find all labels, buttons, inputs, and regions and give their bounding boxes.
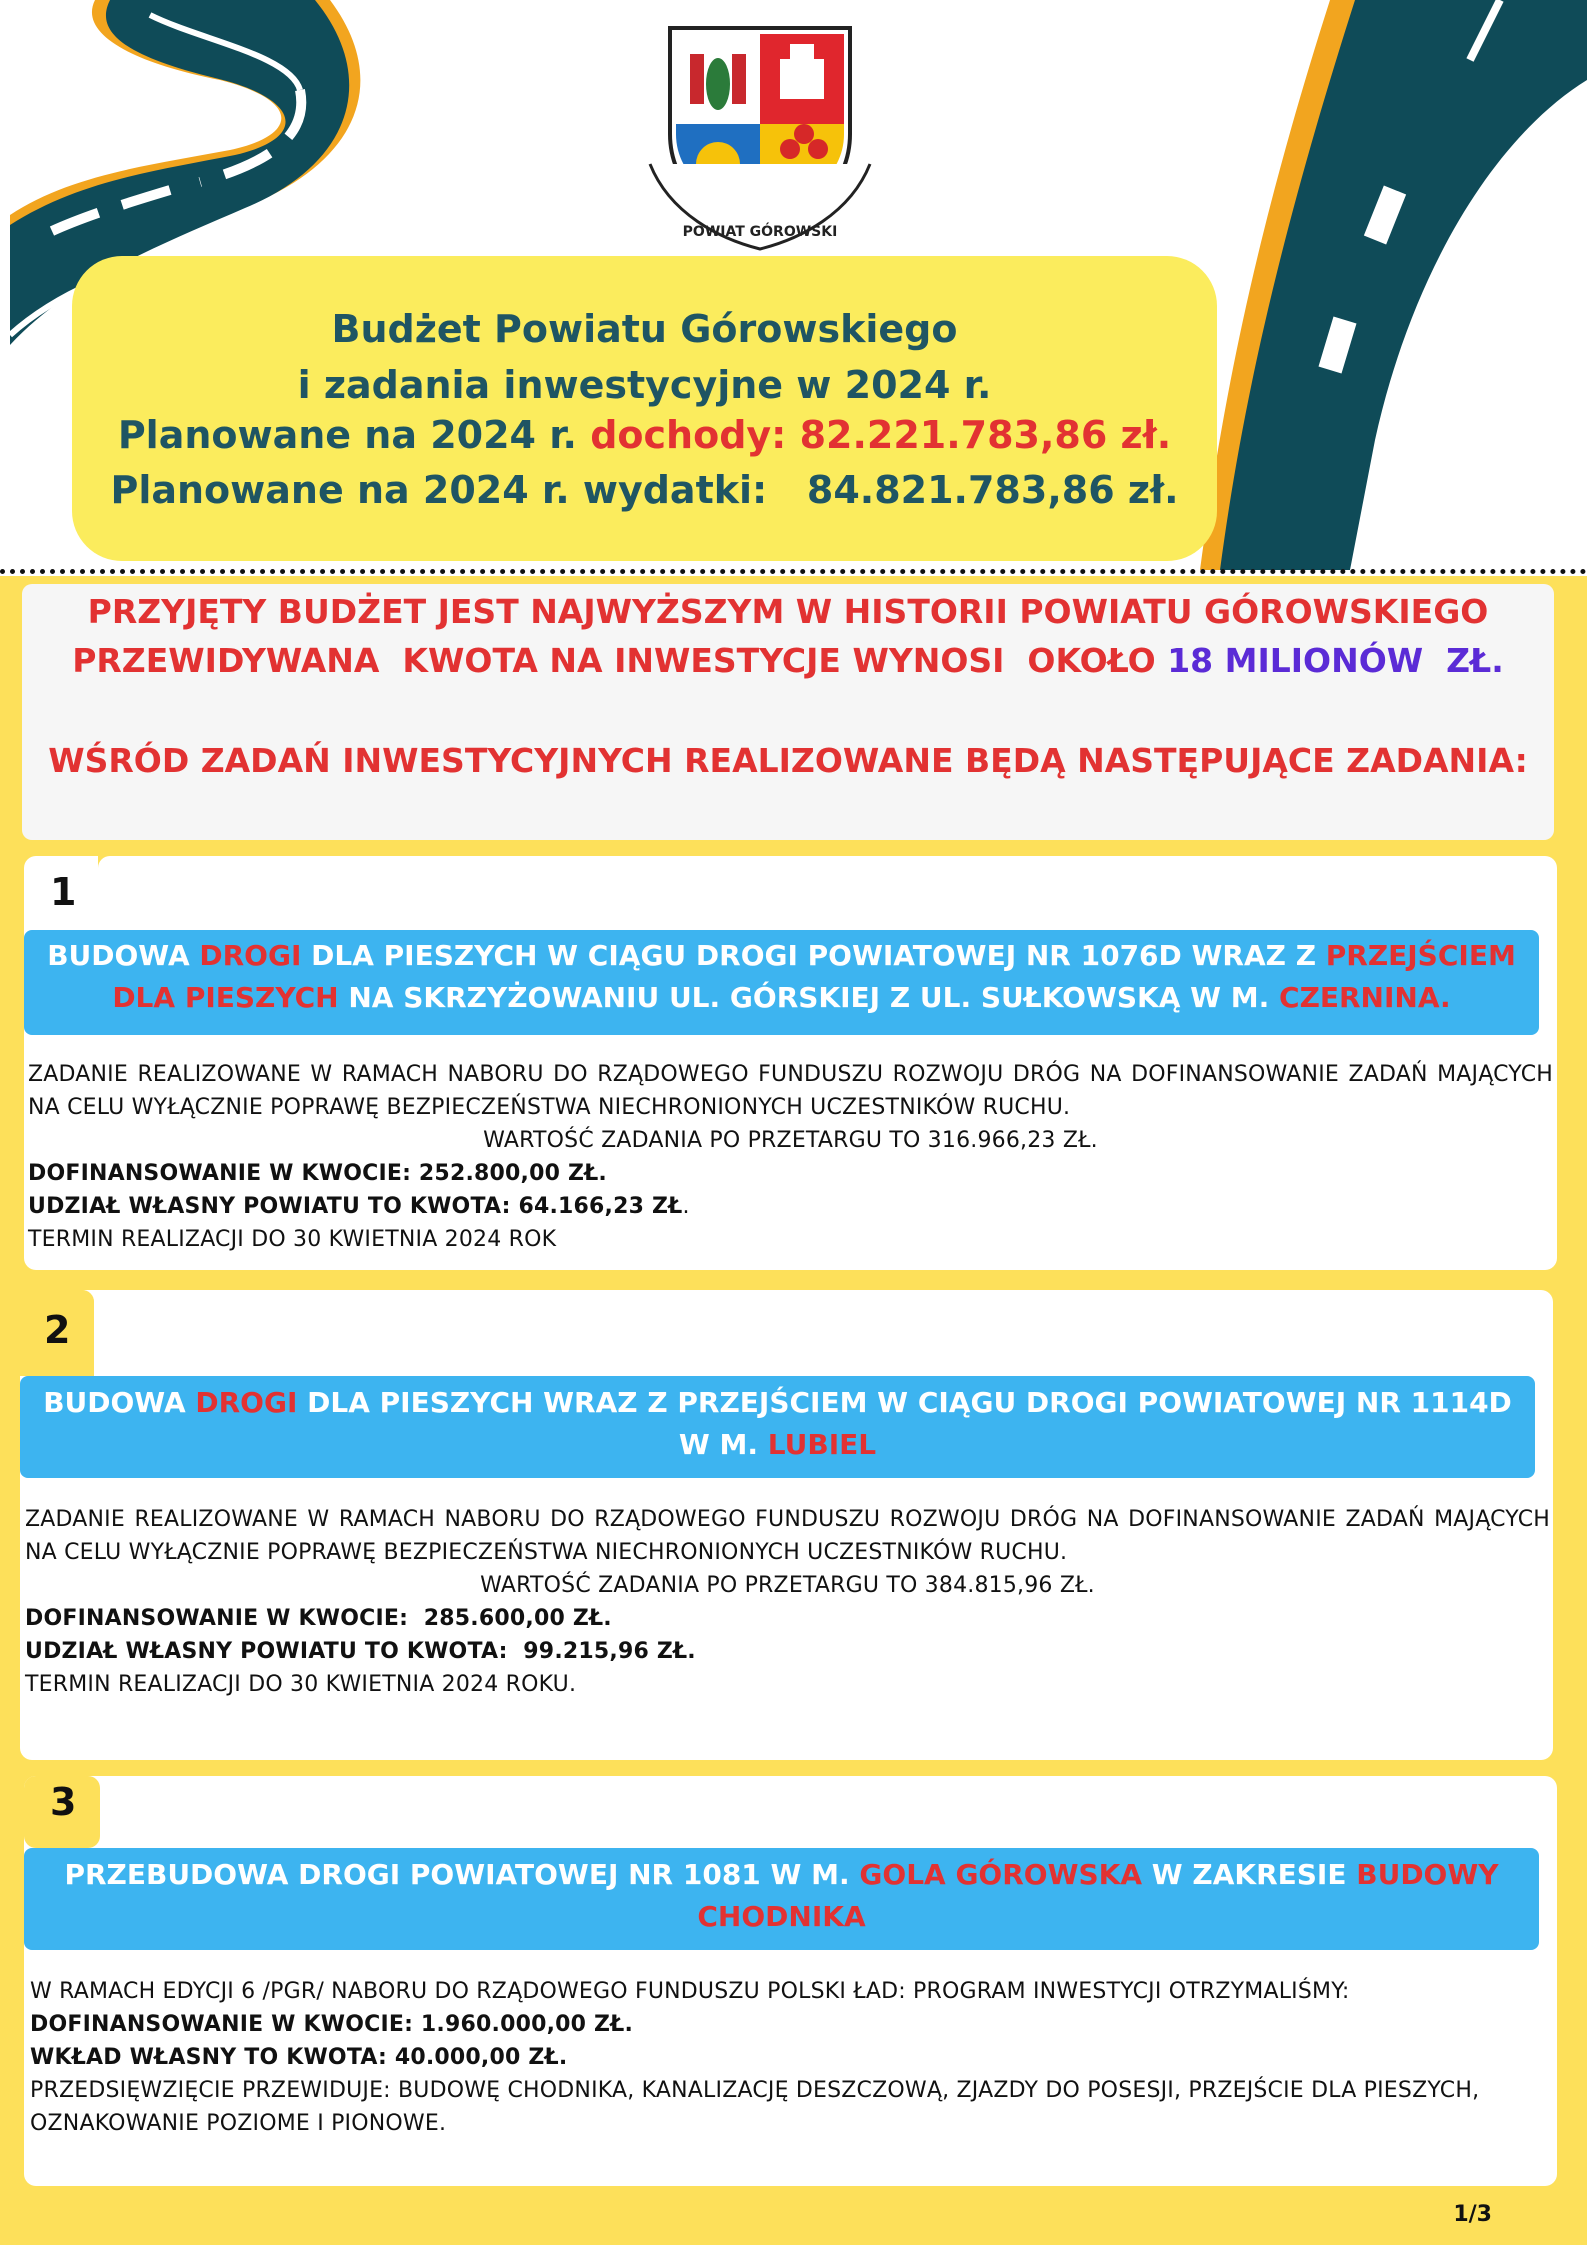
intro-line-2 bbox=[22, 641, 1554, 680]
intro-amount: 18 MILIONÓW ZŁ. bbox=[1167, 641, 1504, 680]
task-1-description: ZADANIE REALIZOWANE W RAMACH NABORU DO RZĄDOWEGO FUNDUSZU ROZWOJU DRÓG NA DOFINANSOWANIE ZADAŃ MAJĄCYCH NA CELU WYŁĄCZNIE POPRAWĘ BEZPIECZEŃSTWA NIECHRONIONYCH UCZESTNIKÓW RUCHU. bbox=[28, 1062, 1553, 1120]
task-3-funding: DOFINANSOWANIE W KWOCIE: 1.960.000,00 ZŁ. bbox=[30, 2012, 634, 2037]
intro-panel bbox=[22, 584, 1554, 840]
task-number-2: 2 bbox=[44, 1308, 71, 1352]
crest-label: POWIAT GÓROWSKI bbox=[682, 224, 838, 240]
task-number-1: 1 bbox=[50, 870, 77, 914]
planned-expenses-line: Planowane na 2024 r. wydatki: 84.821.783,86 zł. bbox=[110, 468, 1179, 512]
task-1-deadline: TERMIN REALIZACJI DO 30 KWIETNIA 2024 ROK bbox=[28, 1227, 557, 1252]
task-2-description: ZADANIE REALIZOWANE W RAMACH NABORU DO RZĄDOWEGO FUNDUSZU ROZWOJU DRÓG NA DOFINANSOWANIE ZADAŃ MAJĄCYCH NA CELU WYŁĄCZNIE POPRAWĘ BEZPIECZEŃSTWA NIECHRONIONYCH UCZESTNIKÓW RUCHU. bbox=[25, 1507, 1550, 1565]
header-area bbox=[0, 0, 1587, 570]
task-3-intro: W RAMACH EDYCJI 6 /PGR/ NABORU DO RZĄDOWEGO FUNDUSZU POLSKI ŁAD: PROGRAM INWESTYCJI OTRZYMALIŚMY: bbox=[30, 1979, 1350, 2004]
task-3-own-contribution: WKŁAD WŁASNY TO KWOTA: 40.000,00 ZŁ. bbox=[30, 2045, 568, 2070]
title-line-1-2 bbox=[72, 301, 1217, 413]
task-title-1: BUDOWA DROGI DLA PIESZYCH W CIĄGU DROGI POWIATOWEJ NR 1076D WRAZ Z PRZEJŚCIEM DLA PIESZYCH NA SKRZYŻOWANIU UL. GÓRSKIEJ Z UL. SUŁKOWSKĄ W M. CZERNINA. bbox=[24, 930, 1539, 1035]
powiat-crest-logo bbox=[640, 14, 880, 254]
task-title-2: BUDOWA DROGI DLA PIESZYCH WRAZ Z PRZEJŚCIEM W CIĄGU DROGI POWIATOWEJ NR 1114D W M. LUBIEL bbox=[20, 1376, 1535, 1478]
task-1-value: WARTOŚĆ ZADANIA PO PRZETARGU TO 316.966,23 ZŁ. bbox=[483, 1128, 1098, 1153]
page-number: 1/3 bbox=[1453, 2202, 1492, 2227]
intro-line-2-text: PRZEWIDYWANA KWOTA NA INWESTYCJE WYNOSI OKOŁO bbox=[72, 641, 1168, 680]
planned-income-label: Planowane na 2024 r. bbox=[117, 413, 591, 457]
dotted-divider bbox=[0, 569, 1587, 574]
task-title-3: PRZEBUDOWA DROGI POWIATOWEJ NR 1081 W M. GOLA GÓROWSKA W ZAKRESIE BUDOWY CHODNIKA bbox=[24, 1848, 1539, 1950]
title-line-1: Budżet Powiatu Górowskiego bbox=[331, 307, 958, 351]
task-2-funding: DOFINANSOWANIE W KWOCIE: 285.600,00 ZŁ. bbox=[25, 1606, 612, 1631]
task-number-3: 3 bbox=[50, 1780, 77, 1824]
task-1-own-share: UDZIAŁ WŁASNY POWIATU TO KWOTA: 64.166,23 ZŁ. bbox=[28, 1194, 690, 1219]
task-body-2 bbox=[25, 1503, 1550, 1701]
task-2-deadline: TERMIN REALIZACJI DO 30 KWIETNIA 2024 ROKU. bbox=[25, 1672, 577, 1697]
task-1-funding: DOFINANSOWANIE W KWOCIE: 252.800,00 ZŁ. bbox=[28, 1161, 607, 1186]
task-2-own-share: UDZIAŁ WŁASNY POWIATU TO KWOTA: 99.215,96 ZŁ. bbox=[25, 1639, 696, 1664]
planned-income-line bbox=[72, 413, 1217, 457]
intro-line-3: WŚRÓD ZADAŃ INWESTYCYJNYCH REALIZOWANE BĘDĄ NASTĘPUJĄCE ZADANIA: bbox=[48, 741, 1528, 780]
planned-income-value: dochody: 82.221.783,86 zł. bbox=[590, 413, 1172, 457]
task-card-1-body bbox=[98, 856, 1557, 930]
intro-line-1: PRZYJĘTY BUDŻET JEST NAJWYŻSZYM W HISTORII POWIATU GÓROWSKIEGO bbox=[87, 592, 1489, 631]
title-box bbox=[72, 256, 1217, 561]
task-body-1 bbox=[28, 1058, 1553, 1256]
title-line-2: i zadania inwestycyjne w 2024 r. bbox=[297, 363, 992, 407]
task-body-3 bbox=[30, 1975, 1530, 2140]
task-3-scope: PRZEDSIĘWZIĘCIE PRZEWIDUJE: BUDOWĘ CHODNIKA, KANALIZACJĘ DESZCZOWĄ, ZJAZDY DO POSESJI, PRZEJŚCIE DLA PIESZYCH, OZNAKOWANIE POZIOME I PIONOWE. bbox=[30, 2078, 1480, 2136]
task-2-value: WARTOŚĆ ZADANIA PO PRZETARGU TO 384.815,96 ZŁ. bbox=[480, 1573, 1095, 1598]
